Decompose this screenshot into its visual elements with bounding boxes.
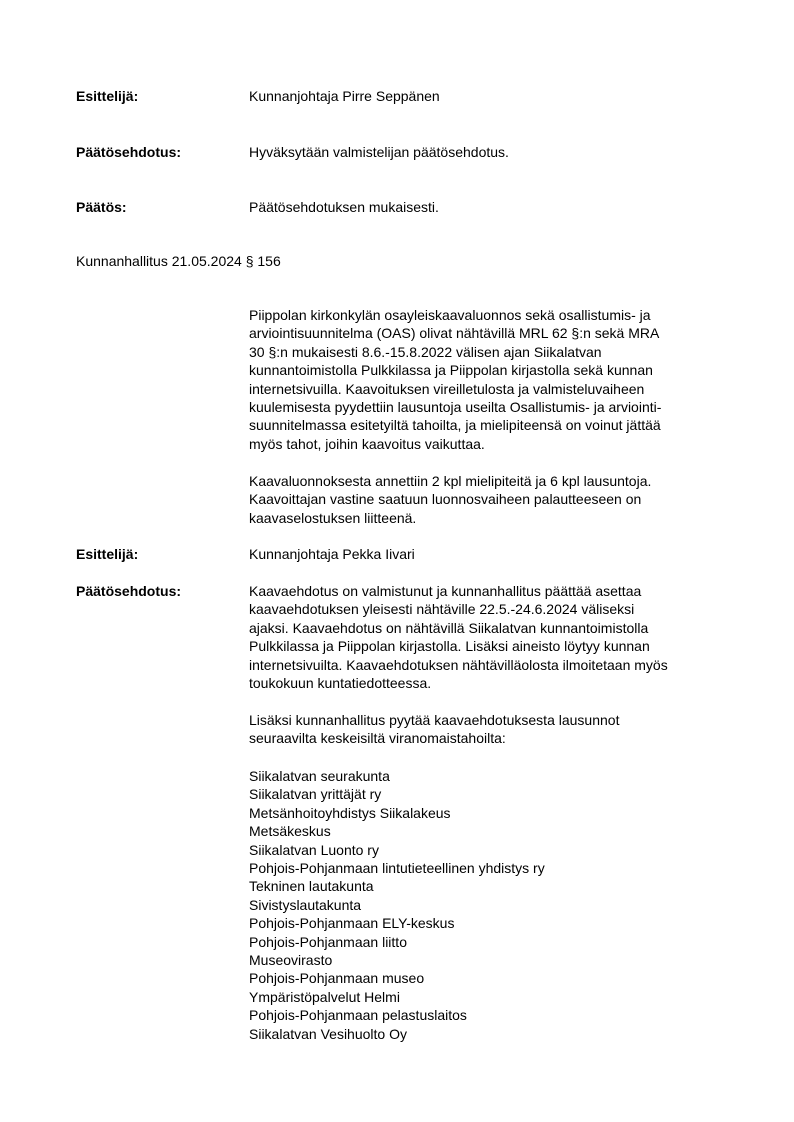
list-item: Sivistyslautakunta bbox=[249, 896, 362, 913]
paragraph-kaavaehdotus bbox=[249, 582, 739, 692]
proposal-label-2: Päätösehdotus: bbox=[76, 583, 182, 599]
list-item: Pohjois-Pohjanmaan ELY-keskus bbox=[249, 915, 455, 932]
paragraph-line: arviointisuunnitelma (OAS) olivat nähtävillä MRL 62 §:n sekä MRA bbox=[249, 325, 660, 342]
paragraph-line: seuraavilta keskeisiltä viranomaistahoilta: bbox=[249, 730, 506, 747]
paragraph-osayleiskaava bbox=[249, 306, 739, 453]
paragraph-line: kaavaehdotuksen yleisesti nähtäville 22.5.-24.6.2024 väliseksi bbox=[249, 601, 635, 618]
decision-label: Päätös: bbox=[76, 199, 127, 215]
list-item: Museovirasto bbox=[249, 952, 333, 969]
presenter-value-1: Kunnanjohtaja Pirre Seppänen bbox=[249, 88, 440, 104]
paragraph-line: Kaavoittajan vastine saatuun luonnosvaiheen palautteeseen on bbox=[249, 491, 642, 508]
list-item: Tekninen lautakunta bbox=[249, 878, 374, 895]
paragraph-lausunnot bbox=[249, 711, 739, 748]
paragraph-line: Pulkkilassa ja Piippolan kirjastolla. Lisäksi aineisto löytyy kunnan bbox=[249, 638, 650, 655]
list-item: Siikalatvan Vesihuolto Oy bbox=[249, 1025, 407, 1042]
list-item: Metsänhoitoyhdistys Siikalakeus bbox=[249, 804, 451, 821]
list-item: Pohjois-Pohjanmaan lintutieteellinen yhdistys ry bbox=[249, 860, 545, 877]
paragraph-line: internetsivuilla. Kaavoituksen vireilletulosta ja valmisteluvaiheen bbox=[249, 380, 645, 397]
paragraph-line: internetsivuilta. Kaavaehdotuksen nähtävilläolosta ilmoitetaan myös bbox=[249, 656, 668, 673]
meeting-reference: Kunnanhallitus 21.05.2024 § 156 bbox=[76, 253, 281, 269]
proposal-value-1: Hyväksytään valmistelijan päätösehdotus. bbox=[249, 144, 509, 160]
organization-list bbox=[249, 767, 739, 1043]
paragraph-line: Kaavaehdotus on valmistunut ja kunnanhallitus päättää asettaa bbox=[249, 583, 642, 599]
list-item: Siikalatvan seurakunta bbox=[249, 768, 390, 784]
paragraph-line: toukokuun kuntatiedotteessa. bbox=[249, 675, 432, 692]
list-item: Ympäristöpalvelut Helmi bbox=[249, 988, 400, 1005]
decision-value: Päätösehdotuksen mukaisesti. bbox=[249, 199, 439, 215]
presenter-value-2: Kunnanjohtaja Pekka Iivari bbox=[249, 546, 415, 562]
proposal-label-1: Päätösehdotus: bbox=[76, 144, 182, 160]
list-item: Pohjois-Pohjanmaan pelastuslaitos bbox=[249, 1007, 467, 1024]
paragraph-kaavaluonnos bbox=[249, 472, 739, 527]
presenter-label-1: Esittelijä: bbox=[76, 88, 139, 104]
paragraph-line: myös tahot, joihin kaavoitus vaikuttaa. bbox=[249, 435, 485, 452]
list-item: Metsäkeskus bbox=[249, 823, 331, 840]
paragraph-line: Kaavaluonnoksesta annettiin 2 kpl mielipiteitä ja 6 kpl lausuntoja. bbox=[249, 473, 652, 489]
paragraph-line: Piippolan kirkonkylän osayleiskaavaluonnos sekä osallistumis- ja bbox=[249, 307, 651, 323]
list-item: Siikalatvan yrittäjät ry bbox=[249, 786, 382, 803]
presenter-label-2: Esittelijä: bbox=[76, 546, 139, 562]
paragraph-line: Lisäksi kunnanhallitus pyytää kaavaehdotuksesta lausunnot bbox=[249, 712, 620, 728]
paragraph-line: kuulemisesta pyydettiin lausuntoja useilta Osallistumis- ja arviointi- bbox=[249, 399, 662, 416]
list-item: Siikalatvan Luonto ry bbox=[249, 841, 379, 858]
paragraph-line: 30 §:n mukaisesti 8.6.-15.8.2022 välisen ajan Siikalatvan bbox=[249, 343, 602, 360]
list-item: Pohjois-Pohjanmaan liitto bbox=[249, 933, 407, 950]
paragraph-line: ajaksi. Kaavaehdotus on nähtävillä Siikalatvan kunnantoimistolla bbox=[249, 619, 649, 636]
paragraph-line: suunnitelmassa esitetyiltä tahoilta, ja mielipiteensä on voinut jättää bbox=[249, 417, 661, 434]
paragraph-line: kaavaselostuksen liitteenä. bbox=[249, 509, 417, 526]
list-item: Pohjois-Pohjanmaan museo bbox=[249, 970, 425, 987]
paragraph-line: kunnantoimistolla Pulkkilassa ja Piippolan kirjastolla sekä kunnan bbox=[249, 362, 653, 379]
